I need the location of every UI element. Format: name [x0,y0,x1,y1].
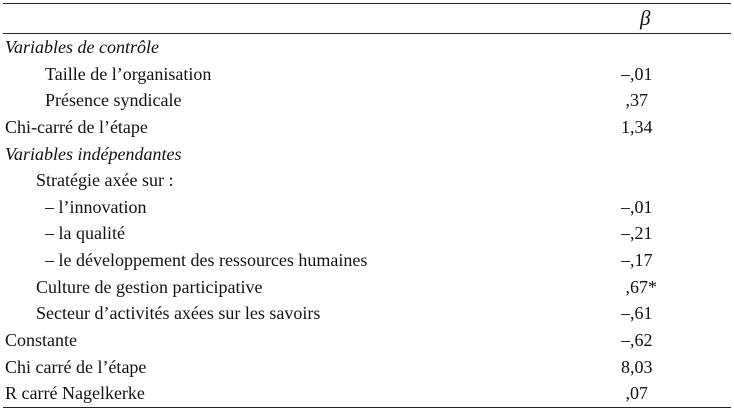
row-beta-value: 1,34 [621,116,653,137]
row-label: Chi carré de l’étape [5,356,147,377]
table-row [3,327,731,354]
row-label: – la qualité [45,223,125,244]
table-row [3,167,731,194]
row-beta-value: ,67* [621,276,657,297]
row-beta-value: 8,03 [621,356,653,377]
row-label: Variables indépendantes [5,143,182,164]
table-row [3,87,731,114]
row-label: Taille de l’organisation [45,63,212,84]
table-bottom-rule [3,407,731,408]
row-beta-value: –,21 [621,223,653,244]
table-row [3,194,731,221]
row-label: R carré Nagelkerke [5,383,145,404]
table-body [3,34,731,407]
row-beta-value: –,17 [621,250,653,271]
table-row [3,141,731,168]
row-label: Chi-carré de l’étape [5,116,148,137]
table-row [3,354,731,381]
table-row [3,300,731,327]
row-beta-value: –,61 [621,303,653,324]
row-label: – l’innovation [45,196,147,217]
beta-column-header: β [640,6,651,30]
table-row [3,380,731,407]
table-row [3,34,731,61]
row-label: Secteur d’activités axées sur les savoirs [36,303,321,324]
row-label: Culture de gestion participative [36,276,263,297]
table-row [3,220,731,247]
row-label: – le développement des ressources humaines [45,250,368,271]
row-label: Variables de contrôle [5,37,159,57]
row-beta-value: ,07 [621,383,648,404]
table-row [3,114,731,141]
row-beta-value: ,37 [621,90,648,111]
table-header-row [3,4,731,33]
table-row [3,274,731,301]
row-beta-value: –,01 [621,196,653,217]
row-label: Constante [5,330,77,351]
table-row [3,61,731,88]
row-label: Stratégie axée sur : [36,170,174,191]
row-label: Présence syndicale [45,90,182,111]
regression-table [3,3,731,408]
table-row [3,247,731,274]
row-beta-value: –,62 [621,330,653,351]
row-beta-value: –,01 [621,63,653,84]
